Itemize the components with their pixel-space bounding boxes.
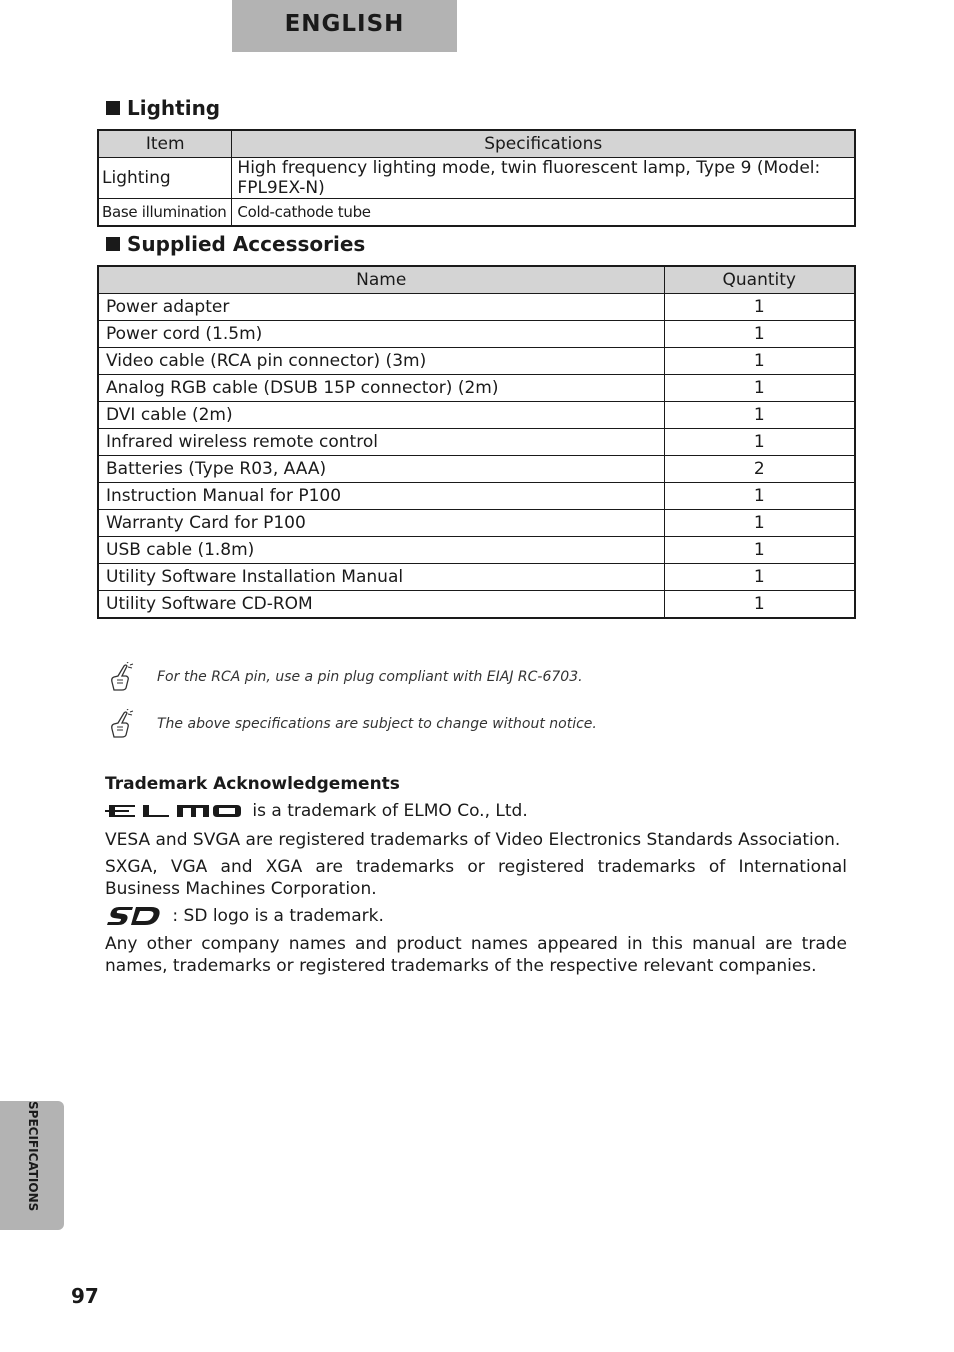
accessory-name-cell: Infrared wireless remote control [98,429,664,456]
lighting-title: Lighting [127,96,221,120]
accessory-name-cell: Instruction Manual for P100 [98,483,664,510]
accessory-quantity-cell: 1 [664,564,855,591]
table-header-row [98,266,855,294]
lighting-table [97,129,856,227]
table-row [98,294,855,321]
table-header-row [98,130,855,158]
table-cell: High frequency lighting mode, twin fluorescent lamp, Type 9 (Model: FPL9EX-N) [232,158,855,199]
table-row [98,537,855,564]
elmo-logo [105,803,243,819]
elmo-trademark-line [105,800,847,822]
trademarks-title: Trademark Acknowledgements [105,774,400,794]
accessory-name-cell: Utility Software Installation Manual [98,564,664,591]
table-cell: Lighting [98,158,232,199]
specifications-side-tab [0,1101,64,1230]
note-text: For the RCA pin, use a pin plug compliant with EIAJ RC-6703. [157,669,583,685]
column-header: Quantity [664,266,855,294]
accessory-quantity-cell: 1 [664,483,855,510]
accessory-quantity-cell: 1 [664,402,855,429]
table-row [98,510,855,537]
accessory-name-cell: Video cable (RCA pin connector) (3m) [98,348,664,375]
table-cell: Base illumination [98,199,232,227]
accessory-name-cell: Utility Software CD-ROM [98,591,664,619]
ibm-trademark-line: SXGA, VGA and XGA are trademarks or registered trademarks of International Business Machines Corporation. [105,857,847,899]
other-trademarks-line: Any other company names and product names appeared in this manual are trade names, trademarks or registered trademarks of the respective relevant companies. [105,934,847,976]
note-rca-pin [108,662,583,692]
accessory-quantity-cell: 1 [664,510,855,537]
vesa-trademark-line: VESA and SVGA are registered trademarks of Video Electronics Standards Association. [105,830,841,850]
table-row [98,348,855,375]
accessory-quantity-cell: 2 [664,456,855,483]
table-row [98,321,855,348]
square-bullet-icon [106,101,120,115]
pointing-hand-icon [108,662,134,692]
pointing-hand-icon [108,709,134,739]
accessories-table-body [98,294,855,619]
lighting-section-title [106,96,220,120]
table-row [98,591,855,619]
column-header: Specifications [232,130,855,158]
accessory-quantity-cell: 1 [664,429,855,456]
table-row [98,375,855,402]
sd-logo [105,905,163,927]
note-text: The above specifications are subject to change without notice. [157,716,597,732]
accessory-name-cell: USB cable (1.8m) [98,537,664,564]
accessory-quantity-cell: 1 [664,294,855,321]
accessories-section-title [106,232,365,256]
column-header: Item [98,130,232,158]
accessory-name-cell: Batteries (Type R03, AAA) [98,456,664,483]
table-row [98,158,855,199]
table-row [98,429,855,456]
table-row [98,402,855,429]
accessory-name-cell: DVI cable (2m) [98,402,664,429]
accessory-name-cell: Power cord (1.5m) [98,321,664,348]
note-spec-change [108,709,597,739]
sd-trademark-line [105,905,847,927]
sd-trademark-text: : SD logo is a trademark. [172,906,384,926]
accessory-name-cell: Power adapter [98,294,664,321]
square-bullet-icon [106,237,120,251]
table-row [98,456,855,483]
table-row [98,199,855,227]
accessory-quantity-cell: 1 [664,348,855,375]
table-row [98,564,855,591]
accessories-table [97,265,856,619]
page-number: 97 [71,1284,99,1308]
accessory-quantity-cell: 1 [664,321,855,348]
table-cell: Cold-cathode tube [232,199,855,227]
accessory-quantity-cell: 1 [664,591,855,619]
table-row [98,483,855,510]
accessory-quantity-cell: 1 [664,375,855,402]
column-header: Name [98,266,664,294]
elmo-trademark-text: is a trademark of ELMO Co., Ltd. [252,801,528,821]
side-tab-label: SPECIFICATIONS [26,1101,40,1212]
accessory-name-cell: Analog RGB cable (DSUB 15P connector) (2m) [98,375,664,402]
language-tab: ENGLISH [232,0,457,52]
accessories-title: Supplied Accessories [127,232,366,256]
accessory-name-cell: Warranty Card for P100 [98,510,664,537]
accessory-quantity-cell: 1 [664,537,855,564]
